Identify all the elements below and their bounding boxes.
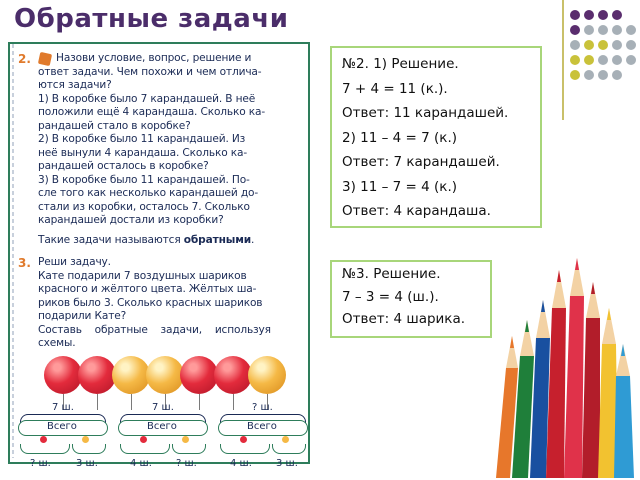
decor-dot bbox=[598, 55, 608, 65]
scheme-total-label: Всего bbox=[47, 421, 77, 432]
decor-dot bbox=[584, 10, 594, 20]
scheme-left-label: 4 ш. bbox=[130, 458, 152, 469]
scheme-right-label: 3 ш. bbox=[76, 458, 98, 469]
task3-line: Составь обратные задачи, используя bbox=[38, 323, 271, 336]
scheme-red-dot bbox=[240, 436, 247, 443]
decor-dot bbox=[570, 25, 580, 35]
scheme-right-brace bbox=[172, 444, 206, 454]
scheme-left-label: 4 ш. bbox=[230, 458, 252, 469]
task2-line: рандашей осталось в коробке? bbox=[38, 160, 209, 172]
decor-dot bbox=[584, 25, 594, 35]
yellow-balloon bbox=[146, 356, 184, 394]
balloon-string bbox=[131, 394, 132, 410]
pencil-icon bbox=[546, 270, 566, 478]
decor-dot bbox=[584, 70, 594, 80]
scheme-left-brace bbox=[220, 444, 270, 454]
task2-line: ются задачи? bbox=[38, 79, 112, 91]
scheme-left-brace bbox=[20, 444, 70, 454]
scheme-red-dot bbox=[40, 436, 47, 443]
slide-title: Обратные задачи bbox=[14, 4, 289, 34]
decor-dot bbox=[570, 70, 580, 80]
task3-line: риков было 3. Сколько красных шариков bbox=[38, 296, 263, 309]
scheme-total-label: Всего bbox=[147, 421, 177, 432]
scheme-right-label: ? ш. bbox=[176, 458, 197, 469]
scheme-top-label: 7 ш. bbox=[152, 402, 174, 413]
solution2-line: Ответ: 4 карандаша. bbox=[342, 203, 491, 219]
yellow-balloon bbox=[248, 356, 286, 394]
decor-dot bbox=[612, 70, 622, 80]
decorative-rule bbox=[562, 0, 564, 120]
solution2-line: №2. 1) Решение. bbox=[342, 56, 459, 72]
decor-dot bbox=[626, 55, 636, 65]
solution2-line: Ответ: 11 карандашей. bbox=[342, 105, 509, 121]
task3-line: красного и жёлтого цвета. Жёлтых ша- bbox=[38, 283, 257, 295]
solution3-line: 7 – 3 = 4 (ш.). bbox=[342, 288, 439, 305]
decor-dot bbox=[598, 40, 608, 50]
decor-dot bbox=[612, 10, 622, 20]
solution2-line: Ответ: 7 карандашей. bbox=[342, 154, 500, 170]
decor-dot bbox=[570, 40, 580, 50]
decor-dot bbox=[598, 25, 608, 35]
task2-line: положили ещё 4 карандаша. Сколько ка- bbox=[38, 106, 266, 118]
pencil-icon bbox=[582, 282, 600, 478]
task3-line: Кате подарили 7 воздушных шариков bbox=[38, 269, 247, 282]
task2-line: 2) В коробке было 11 карандашей. Из bbox=[38, 133, 246, 145]
pencil-icon bbox=[614, 344, 634, 478]
solution3-line: Ответ: 4 шарика. bbox=[342, 311, 466, 327]
solution2-line: 2) 11 – 4 = 7 (к.) bbox=[342, 129, 458, 146]
balloon-string bbox=[97, 394, 98, 410]
decor-dot bbox=[570, 10, 580, 20]
conclusion-text: Такие задачи называются обратными. bbox=[38, 234, 255, 246]
scheme-right-label: 3 ш. bbox=[276, 458, 298, 469]
textbook-page bbox=[8, 42, 310, 469]
decor-dot bbox=[598, 10, 608, 20]
solution2-line: 3) 11 – 7 = 4 (к.) bbox=[342, 178, 458, 195]
solution-card-2 bbox=[330, 46, 542, 228]
decor-dot bbox=[626, 25, 636, 35]
yellow-balloon bbox=[112, 356, 150, 394]
decor-dot bbox=[612, 40, 622, 50]
solution2-line: 7 + 4 = 11 (к.). bbox=[342, 80, 448, 97]
scheme-left-label: ? ш. bbox=[30, 458, 51, 469]
decor-dot bbox=[598, 70, 608, 80]
balloon-string bbox=[199, 394, 200, 410]
solution-card-3 bbox=[330, 260, 492, 338]
scheme-total-label: Всего bbox=[247, 421, 277, 432]
decor-dot bbox=[626, 40, 636, 50]
scheme-right-brace bbox=[272, 444, 306, 454]
red-balloon bbox=[214, 356, 252, 394]
task2-line: рандашей стало в коробке? bbox=[38, 119, 191, 132]
task2-number: 2. bbox=[18, 52, 31, 66]
scheme-yellow-dot bbox=[282, 436, 289, 443]
solution3-line: №3. Решение. bbox=[342, 266, 441, 282]
task2-line: сле того как несколько карандашей до- bbox=[38, 187, 259, 199]
scheme-red-dot bbox=[140, 436, 147, 443]
task3-line: Реши задачу. bbox=[38, 256, 111, 268]
balloon-string bbox=[233, 394, 234, 410]
red-balloon bbox=[44, 356, 82, 394]
task2-line: 3) В коробке было 11 карандашей. По- bbox=[38, 173, 250, 186]
red-balloon bbox=[180, 356, 218, 394]
scheme-yellow-dot bbox=[182, 436, 189, 443]
scheme-top-label: 7 ш. bbox=[52, 402, 74, 413]
task3-line: подарили Кате? bbox=[38, 310, 127, 322]
task2-line: карандашей достали из коробки? bbox=[38, 214, 224, 226]
decor-dot bbox=[612, 25, 622, 35]
decor-dot bbox=[584, 55, 594, 65]
task2-line: стали из коробки, осталось 7. Сколько bbox=[38, 200, 250, 213]
task2-line: Назови условие, вопрос, решение и bbox=[56, 52, 252, 64]
task3-line: схемы. bbox=[38, 337, 76, 349]
pencils-illustration bbox=[486, 248, 636, 478]
decor-dot bbox=[584, 40, 594, 50]
scheme-left-brace bbox=[120, 444, 170, 454]
task3-number: 3. bbox=[18, 256, 31, 270]
task2-line: 1) В коробке было 7 карандашей. В неё bbox=[38, 92, 256, 105]
task2-line: неё вынули 4 карандаша. Сколько ка- bbox=[38, 146, 248, 159]
task2-line: ответ задачи. Чем похожи и чем отлича- bbox=[38, 65, 262, 78]
task-star-icon bbox=[38, 52, 52, 66]
decor-dot bbox=[612, 55, 622, 65]
scheme-right-brace bbox=[72, 444, 106, 454]
pencil-icon bbox=[564, 258, 584, 478]
margin-dash-line bbox=[12, 44, 14, 458]
red-balloon bbox=[78, 356, 116, 394]
scheme-yellow-dot bbox=[82, 436, 89, 443]
scheme-top-label: ? ш. bbox=[252, 402, 273, 413]
decor-dot bbox=[570, 55, 580, 65]
